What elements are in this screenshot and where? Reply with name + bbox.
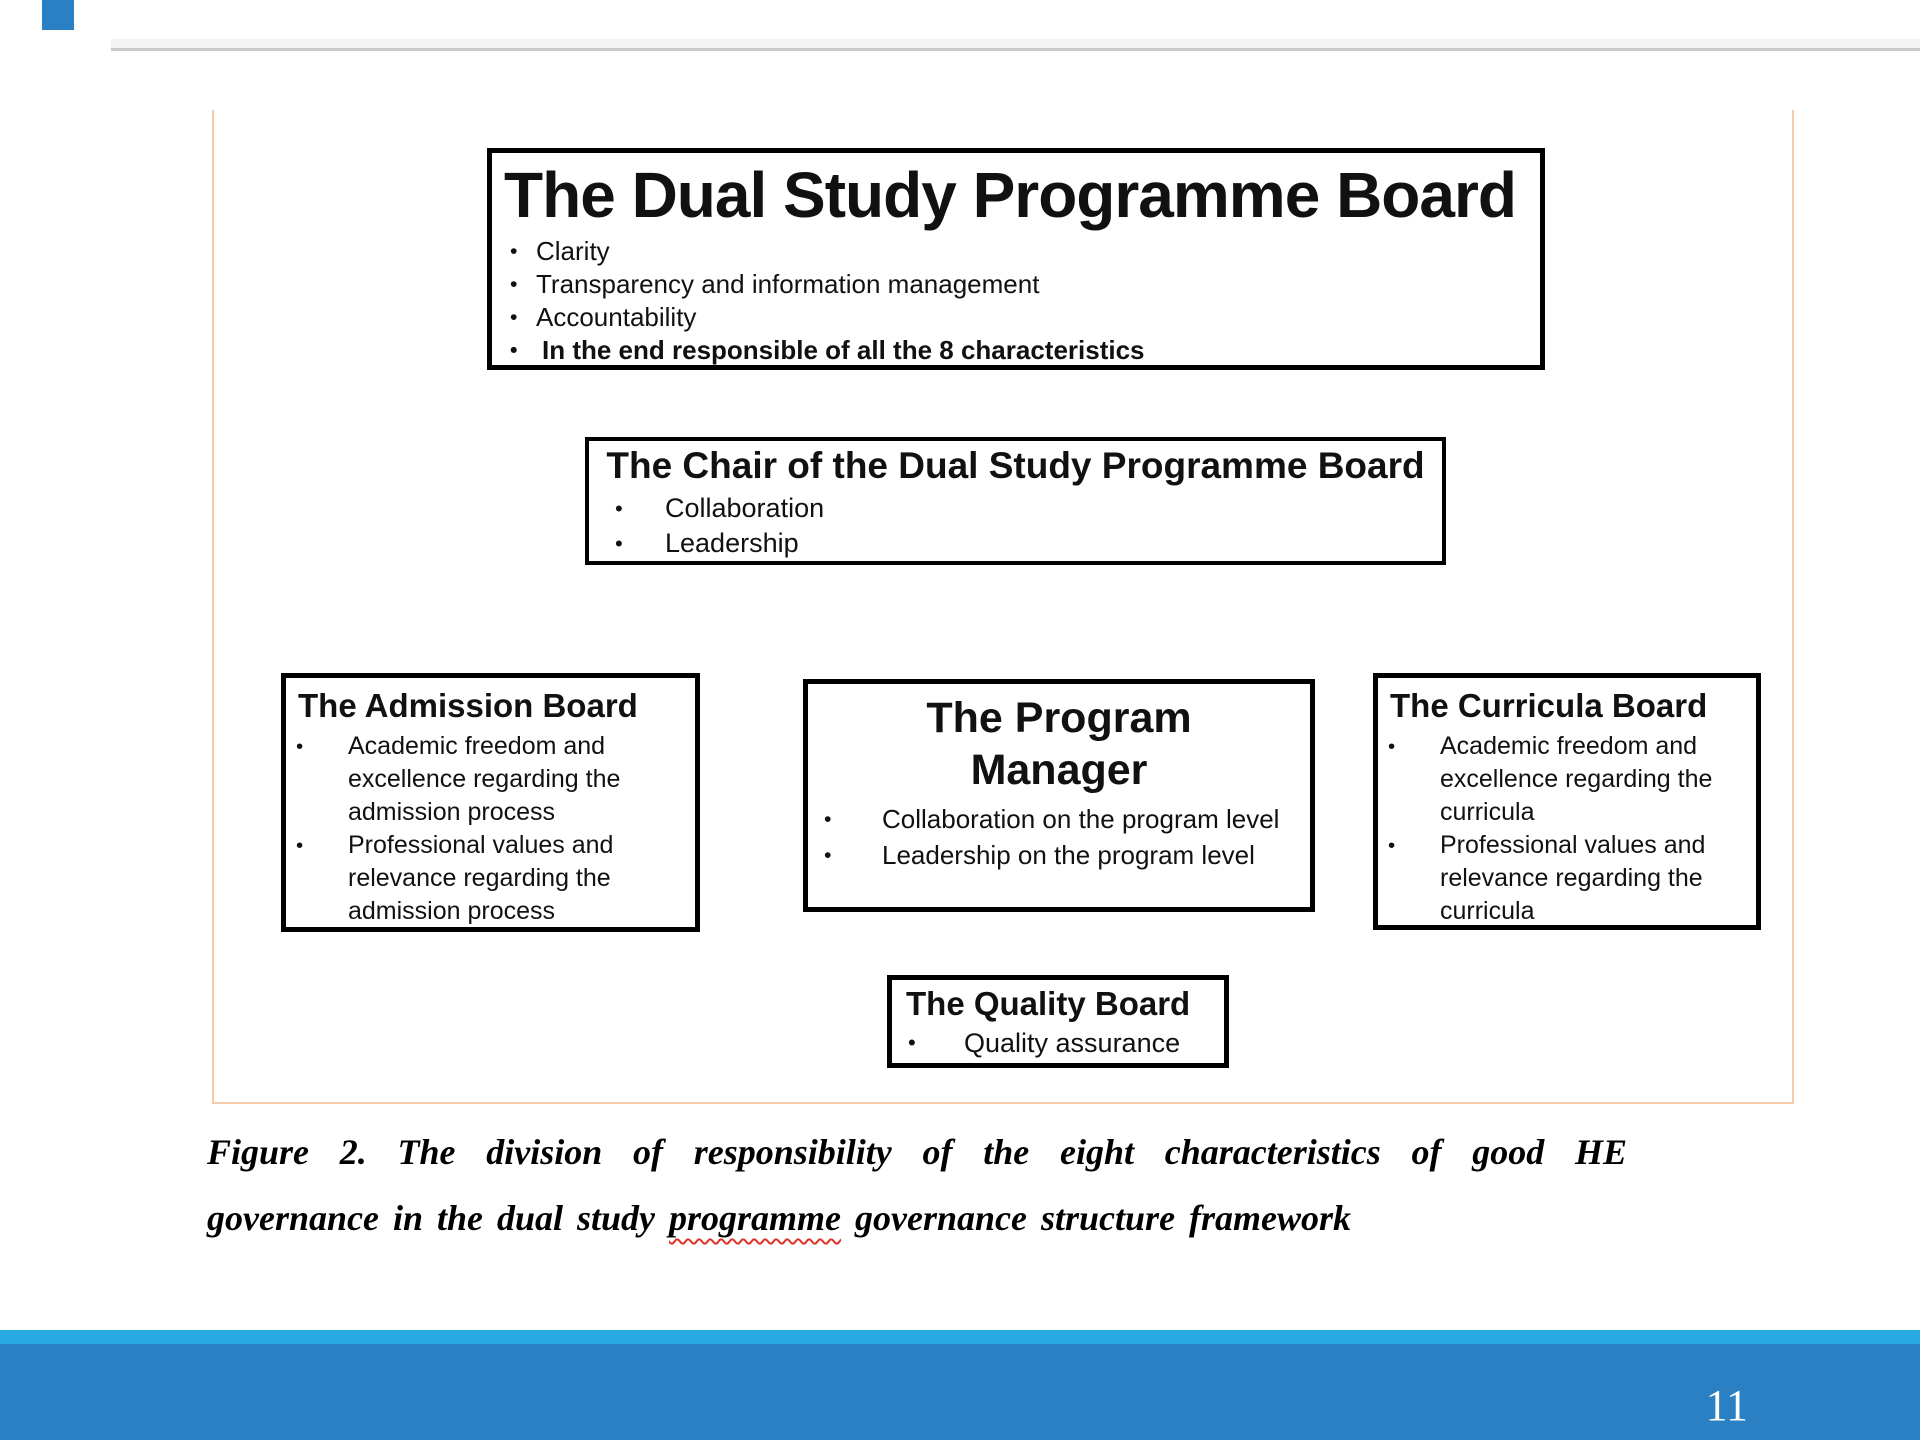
- bullet-item: [1388, 829, 1756, 928]
- quality-board-title: The Quality Board: [906, 985, 1191, 1022]
- bullet-text: Accountability: [536, 302, 697, 332]
- bullet-text: Professional values and relevance regarding the curricula: [1440, 831, 1706, 925]
- bullet-marker: •: [296, 735, 304, 758]
- curricula-board-box: [1373, 673, 1761, 930]
- quality-board-bullets: [908, 1026, 1224, 1060]
- bullet-marker: •: [510, 338, 518, 362]
- bullet-marker: •: [824, 807, 832, 831]
- bullet-item: [510, 334, 1540, 367]
- bullet-text: Academic freedom and excellence regarding the curricula: [1440, 732, 1713, 826]
- bullet-item: [908, 1026, 1224, 1060]
- bullet-text: Collaboration: [665, 493, 825, 523]
- admission-board-box: [281, 673, 700, 932]
- bullet-marker: •: [615, 496, 623, 521]
- curricula-board-title: The Curricula Board: [1390, 687, 1708, 724]
- program-manager-box: [803, 679, 1315, 912]
- programme-board-box: [487, 148, 1545, 370]
- admission-board-bullets: [296, 730, 695, 928]
- bullet-marker: •: [1388, 834, 1396, 857]
- bullet-item: [615, 526, 1442, 561]
- figure-caption: [207, 1130, 1627, 1240]
- admission-board-title: The Admission Board: [298, 687, 638, 724]
- bullet-marker: •: [1388, 735, 1396, 758]
- bullet-text: Collaboration on the program level: [882, 804, 1280, 834]
- bullet-marker: •: [908, 1030, 916, 1055]
- program-manager-title-line2: Manager: [970, 746, 1148, 794]
- figure-caption-line1: Figure 2. The division of responsibility of the eight characteristics of good HE: [207, 1132, 1627, 1172]
- bullet-text: Quality assurance: [964, 1028, 1181, 1058]
- bullet-item: [296, 829, 695, 928]
- footer-accent-strip: [0, 1330, 1920, 1344]
- bullet-marker: •: [296, 834, 304, 857]
- figure-caption-line2: [207, 1196, 1627, 1240]
- bullet-text: Professional values and relevance regarding the admission process: [348, 831, 614, 925]
- programme-board-title: The Dual Study Programme Board: [504, 159, 1516, 231]
- bullet-item: [296, 730, 695, 829]
- bullet-marker: •: [510, 272, 518, 296]
- top-horizontal-rule: [111, 39, 1920, 51]
- chair-board-box: [585, 437, 1446, 565]
- program-manager-title-line1: The Program: [926, 694, 1192, 742]
- spellcheck-underlined-word: programme: [669, 1198, 842, 1238]
- bullet-item: [824, 804, 1310, 835]
- footer-bar: [0, 1344, 1920, 1440]
- bullet-marker: •: [510, 239, 518, 263]
- caption-text: governance structure framework: [841, 1198, 1352, 1238]
- bullet-item: [510, 268, 1540, 301]
- bullet-text: Academic freedom and excellence regarding the admission process: [348, 732, 621, 826]
- bullet-item: [510, 235, 1540, 268]
- bullet-item: [1388, 730, 1756, 829]
- bullet-marker: •: [510, 305, 518, 329]
- bullet-text: Leadership: [665, 528, 799, 558]
- program-manager-bullets: [824, 804, 1310, 871]
- bullet-marker: •: [824, 843, 832, 867]
- bullet-text: Transparency and information management: [536, 269, 1040, 299]
- program-manager-title: [808, 684, 1310, 796]
- bullet-item: [510, 301, 1540, 334]
- corner-accent-bar: [42, 0, 74, 30]
- page-number: 11: [1705, 1381, 1748, 1430]
- curricula-board-bullets: [1388, 730, 1756, 928]
- bullet-item: [615, 491, 1442, 526]
- bullet-item: [824, 840, 1310, 871]
- bullet-text: In the end responsible of all the 8 characteristics: [542, 335, 1145, 365]
- bullet-marker: •: [615, 531, 623, 556]
- programme-board-bullets: [510, 235, 1540, 367]
- quality-board-box: [887, 975, 1229, 1068]
- bullet-text: Clarity: [536, 236, 610, 266]
- caption-text: governance in the dual study: [207, 1198, 670, 1238]
- bullet-text: Leadership on the program level: [882, 840, 1255, 870]
- chair-board-title: The Chair of the Dual Study Programme Board: [606, 445, 1425, 486]
- chair-board-bullets: [615, 491, 1442, 561]
